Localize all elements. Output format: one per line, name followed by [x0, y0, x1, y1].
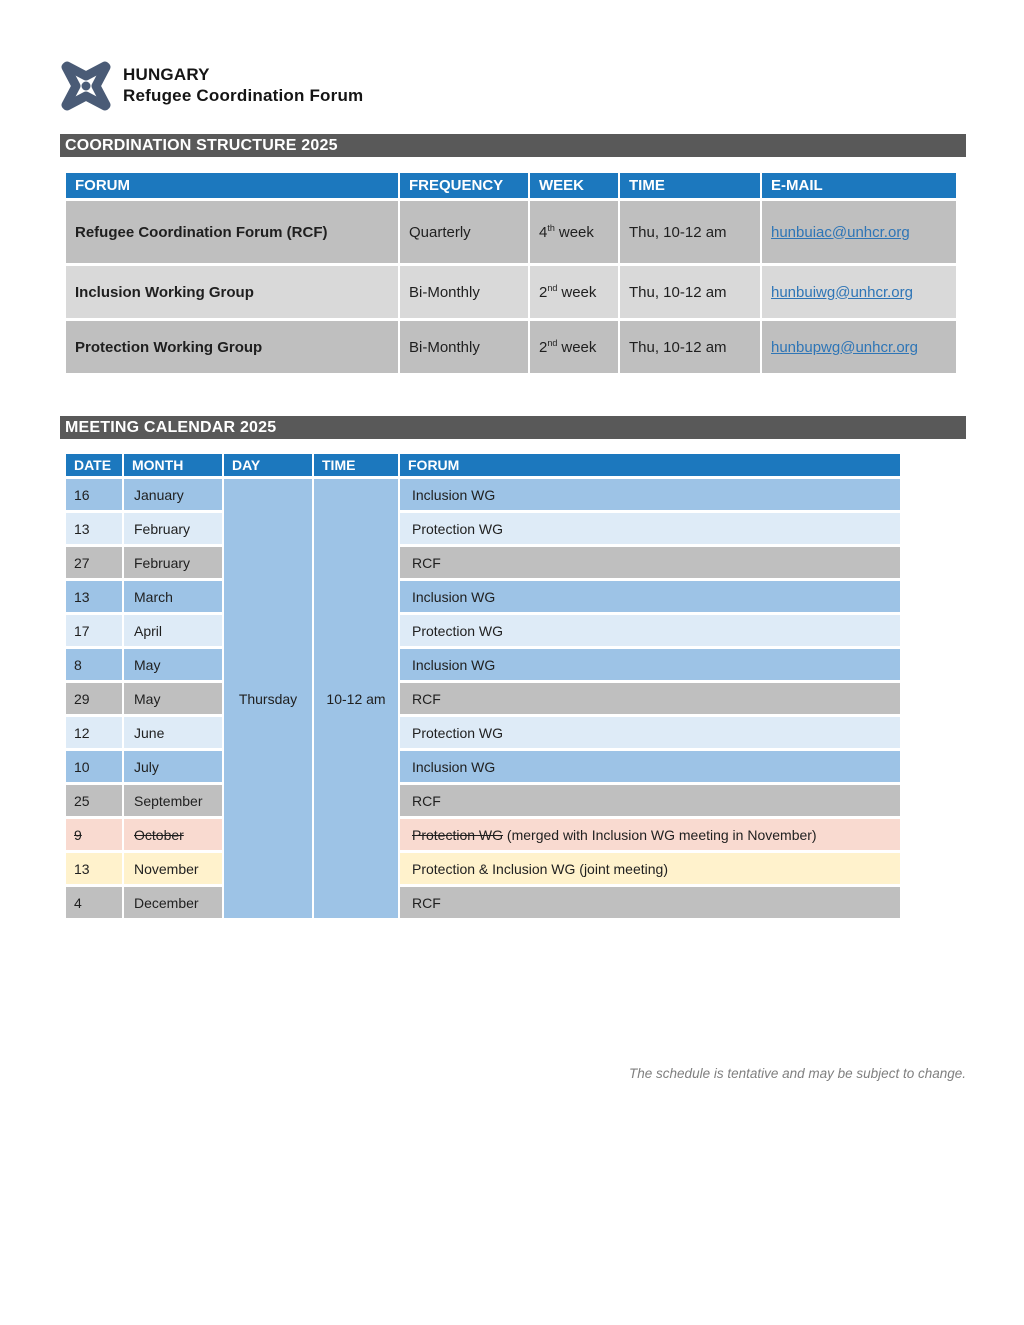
week-number: 4: [539, 224, 548, 241]
frequency-value: Bi-Monthly: [400, 321, 528, 373]
calendar-date-cell: 17: [66, 615, 122, 646]
calendar-date-cell: 8: [66, 649, 122, 680]
calendar-body: [66, 479, 900, 918]
calendar-forum-cell: Protection WG: [400, 717, 900, 748]
calendar-forum-cell: RCF: [400, 547, 900, 578]
frequency-value: Bi-Monthly: [400, 266, 528, 318]
time-value: Thu, 10-12 am: [620, 201, 760, 263]
coordination-structure-table: [64, 170, 958, 376]
calendar-month-cell: October: [124, 819, 222, 850]
calendar-forum-cell: RCF: [400, 887, 900, 918]
calendar-date-cell: 25: [66, 785, 122, 816]
calendar-forum-cell: RCF: [400, 785, 900, 816]
column-header-forum: FORUM: [400, 454, 900, 476]
column-header-date: DATE: [66, 454, 122, 476]
week-ordinal-suffix: nd: [547, 283, 558, 293]
calendar-row: [66, 615, 900, 646]
brand-header: [60, 60, 363, 112]
column-header-month: MONTH: [124, 454, 222, 476]
meeting-calendar-table: [64, 451, 902, 921]
section-title-coordination-structure: COORDINATION STRUCTURE 2025: [60, 134, 966, 157]
coordination-header-row: [66, 173, 956, 198]
column-header-week: WEEK: [530, 173, 618, 198]
week-value: [530, 201, 618, 263]
schedule-disclaimer: The schedule is tentative and may be subject to change.: [629, 1066, 966, 1081]
calendar-forum-cell: Inclusion WG: [400, 581, 900, 612]
column-header-time: TIME: [314, 454, 398, 476]
column-header-frequency: FREQUENCY: [400, 173, 528, 198]
calendar-month-cell: May: [124, 683, 222, 714]
calendar-row: [66, 751, 900, 782]
week-word: week: [561, 284, 597, 301]
calendar-date-cell: 9: [66, 819, 122, 850]
email-cell: [762, 321, 956, 373]
week-value: [530, 321, 618, 373]
calendar-forum-cell: Protection WG: [400, 513, 900, 544]
forum-name: Refugee Coordination Forum (RCF): [66, 201, 398, 263]
week-ordinal-suffix: nd: [547, 338, 558, 348]
calendar-day-merged-cell: Thursday: [224, 479, 312, 918]
frequency-value: Quarterly: [400, 201, 528, 263]
coordination-row-rcf: [66, 201, 956, 263]
brand-text: [123, 65, 363, 106]
time-value: Thu, 10-12 am: [620, 321, 760, 373]
calendar-date-cell: 12: [66, 717, 122, 748]
calendar-header-row: [66, 454, 900, 476]
week-number: 2: [539, 284, 548, 301]
calendar-row: [66, 479, 900, 510]
email-link-rcf[interactable]: hunbuiac@unhcr.org: [771, 223, 910, 241]
time-value: Thu, 10-12 am: [620, 266, 760, 318]
calendar-month-cell: June: [124, 717, 222, 748]
calendar-date-cell: 27: [66, 547, 122, 578]
brand-subtitle: Refugee Coordination Forum: [123, 86, 364, 105]
calendar-month-cell: February: [124, 547, 222, 578]
column-header-email: E-MAIL: [762, 173, 956, 198]
calendar-row: [66, 819, 900, 850]
calendar-time-merged-cell: 10-12 am: [314, 479, 398, 918]
calendar-row: [66, 547, 900, 578]
calendar-date-cell: 29: [66, 683, 122, 714]
email-link-inclusion-wg[interactable]: hunbuiwg@unhcr.org: [771, 283, 913, 301]
section-title-meeting-calendar: MEETING CALENDAR 2025: [60, 416, 966, 439]
email-cell: [762, 266, 956, 318]
coordination-row-protection-wg: [66, 321, 956, 373]
calendar-month-cell: November: [124, 853, 222, 884]
column-header-forum: FORUM: [66, 173, 398, 198]
brand-country: HUNGARY: [123, 65, 210, 85]
calendar-row: [66, 717, 900, 748]
calendar-row: [66, 683, 900, 714]
calendar-row: [66, 887, 900, 918]
calendar-forum-cell: Inclusion WG: [400, 479, 900, 510]
coordination-pinwheel-icon: [60, 60, 112, 112]
calendar-month-cell: March: [124, 581, 222, 612]
calendar-row: [66, 513, 900, 544]
calendar-month-cell: May: [124, 649, 222, 680]
calendar-date-cell: 13: [66, 513, 122, 544]
week-word: week: [561, 339, 597, 356]
week-ordinal-suffix: th: [547, 223, 555, 233]
coordination-row-inclusion-wg: [66, 266, 956, 318]
calendar-date-cell: 4: [66, 887, 122, 918]
calendar-row: [66, 785, 900, 816]
calendar-row: [66, 649, 900, 680]
calendar-forum-cell: Inclusion WG: [400, 751, 900, 782]
column-header-day: DAY: [224, 454, 312, 476]
calendar-month-cell: September: [124, 785, 222, 816]
email-link-protection-wg[interactable]: hunbupwg@unhcr.org: [771, 338, 918, 356]
column-header-time: TIME: [620, 173, 760, 198]
calendar-month-cell: April: [124, 615, 222, 646]
calendar-month-cell: July: [124, 751, 222, 782]
calendar-date-cell: 13: [66, 853, 122, 884]
forum-name: Protection Working Group: [66, 321, 398, 373]
calendar-month-cell: December: [124, 887, 222, 918]
week-word: week: [558, 224, 594, 241]
calendar-forum-cell: Protection WG: [400, 615, 900, 646]
forum-name: Inclusion Working Group: [66, 266, 398, 318]
calendar-month-cell: February: [124, 513, 222, 544]
calendar-date-cell: 16: [66, 479, 122, 510]
calendar-date-cell: 10: [66, 751, 122, 782]
week-number: 2: [539, 339, 548, 356]
calendar-forum-cell: Protection WG (merged with Inclusion WG meeting in November): [400, 819, 900, 850]
email-cell: [762, 201, 956, 263]
calendar-forum-cell: RCF: [400, 683, 900, 714]
calendar-row: [66, 581, 900, 612]
calendar-date-cell: 13: [66, 581, 122, 612]
week-value: [530, 266, 618, 318]
calendar-row: [66, 853, 900, 884]
calendar-month-cell: January: [124, 479, 222, 510]
calendar-forum-cell: Protection & Inclusion WG (joint meeting): [400, 853, 900, 884]
calendar-forum-cell: Inclusion WG: [400, 649, 900, 680]
